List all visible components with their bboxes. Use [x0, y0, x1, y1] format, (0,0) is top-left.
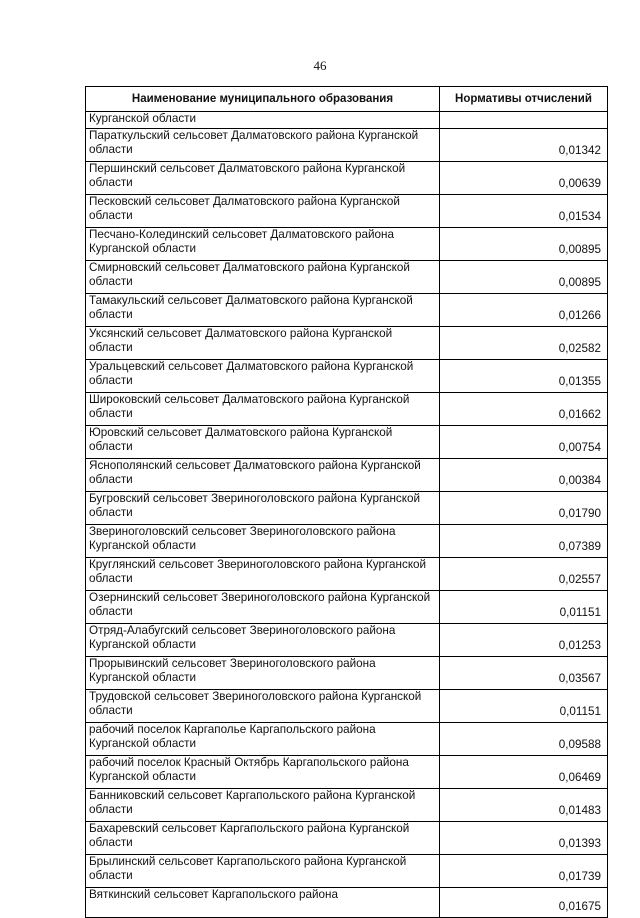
norm-value-cell — [440, 112, 608, 129]
norm-value-cell: 0,01739 — [440, 855, 608, 888]
municipality-name-cell: Бахаревский сельсовет Каргапольского района Курганской области — [86, 822, 440, 855]
table-row — [86, 112, 608, 129]
municipality-name-cell: Звериноголовский сельсовет Звериноголовского района Курганской области — [86, 525, 440, 558]
norm-value-cell: 0,01151 — [440, 591, 608, 624]
municipality-name-cell: Параткульский сельсовет Далматовского района Курганской области — [86, 129, 440, 162]
norm-value-cell: 0,01266 — [440, 294, 608, 327]
norm-value-cell: 0,01790 — [440, 492, 608, 525]
municipality-name-cell: Бугровский сельсовет Звериноголовского района Курганской области — [86, 492, 440, 525]
norm-value-cell: 0,01483 — [440, 789, 608, 822]
norm-value-cell: 0,03567 — [440, 657, 608, 690]
table-row — [86, 426, 608, 459]
norm-value-cell: 0,01342 — [440, 129, 608, 162]
table-row — [86, 756, 608, 789]
municipality-name-cell: Песковский сельсовет Далматовского района Курганской области — [86, 195, 440, 228]
table-row — [86, 327, 608, 360]
norm-value-cell: 0,01534 — [440, 195, 608, 228]
table-row — [86, 129, 608, 162]
municipality-name-cell: Яснополянский сельсовет Далматовского района Курганской области — [86, 459, 440, 492]
norm-value-cell: 0,01253 — [440, 624, 608, 657]
municipality-name-cell: Прорывинский сельсовет Звериноголовского района Курганской области — [86, 657, 440, 690]
municipality-name-cell: Трудовской сельсовет Звериноголовского района Курганской области — [86, 690, 440, 723]
table-row — [86, 723, 608, 756]
municipality-name-cell: Тамакульский сельсовет Далматовского района Курганской области — [86, 294, 440, 327]
municipality-name-cell: рабочий поселок Каргаполье Каргапольского района Курганской области — [86, 723, 440, 756]
municipality-name-cell: Юровский сельсовет Далматовского района Курганской области — [86, 426, 440, 459]
table-row — [86, 459, 608, 492]
table-row — [86, 558, 608, 591]
municipality-name-cell: Уксянский сельсовет Далматовского района Курганской области — [86, 327, 440, 360]
norm-value-cell: 0,01675 — [440, 888, 608, 918]
table-row — [86, 822, 608, 855]
table-row — [86, 855, 608, 888]
table-row — [86, 789, 608, 822]
table-row — [86, 624, 608, 657]
norm-value-cell: 0,06469 — [440, 756, 608, 789]
norm-value-cell: 0,00639 — [440, 162, 608, 195]
municipality-name-cell: Песчано-Колединский сельсовет Далматовского района Курганской области — [86, 228, 440, 261]
table-row — [86, 294, 608, 327]
table-row — [86, 261, 608, 294]
municipality-name-cell: Отряд-Алабугский сельсовет Звериноголовского района Курганской области — [86, 624, 440, 657]
municipality-name-cell: Уральцевский сельсовет Далматовского района Курганской области — [86, 360, 440, 393]
header-municipality: Наименование муниципального образования — [86, 87, 440, 112]
norm-value-cell: 0,00384 — [440, 459, 608, 492]
municipality-name-cell: Курганской области — [86, 112, 440, 129]
norm-value-cell: 0,02557 — [440, 558, 608, 591]
norm-value-cell: 0,00895 — [440, 261, 608, 294]
table-row — [86, 525, 608, 558]
norm-value-cell: 0,07389 — [440, 525, 608, 558]
table-row — [86, 360, 608, 393]
municipality-name-cell: Круглянский сельсовет Звериноголовского района Курганской области — [86, 558, 440, 591]
municipality-name-cell: Банниковский сельсовет Каргапольского района Курганской области — [86, 789, 440, 822]
table-body — [86, 112, 608, 918]
municipality-name-cell: Брылинский сельсовет Каргапольского района Курганской области — [86, 855, 440, 888]
header-norms: Нормативы отчислений — [440, 87, 608, 112]
municipality-name-cell: Озернинский сельсовет Звериноголовского района Курганской области — [86, 591, 440, 624]
table-row — [86, 657, 608, 690]
municipality-name-cell: Широковский сельсовет Далматовского района Курганской области — [86, 393, 440, 426]
municipality-name-cell: рабочий поселок Красный Октябрь Каргапольского района Курганской области — [86, 756, 440, 789]
norm-value-cell: 0,01355 — [440, 360, 608, 393]
norm-value-cell: 0,00895 — [440, 228, 608, 261]
norm-value-cell: 0,01151 — [440, 690, 608, 723]
table-row — [86, 162, 608, 195]
municipality-name-cell: Вяткинский сельсовет Каргапольского района — [86, 888, 440, 918]
municipality-name-cell: Смирновский сельсовет Далматовского района Курганской области — [86, 261, 440, 294]
norm-value-cell: 0,01393 — [440, 822, 608, 855]
norm-value-cell: 0,01662 — [440, 393, 608, 426]
table-row — [86, 393, 608, 426]
page-number: 46 — [313, 58, 327, 73]
table-row — [86, 690, 608, 723]
municipality-name-cell: Першинский сельсовет Далматовского района Курганской области — [86, 162, 440, 195]
norm-value-cell: 0,02582 — [440, 327, 608, 360]
norm-value-cell: 0,00754 — [440, 426, 608, 459]
table-row — [86, 195, 608, 228]
table-row — [86, 492, 608, 525]
norm-value-cell: 0,09588 — [440, 723, 608, 756]
table-header-row — [86, 87, 608, 112]
norms-table — [85, 86, 608, 918]
table-row — [86, 228, 608, 261]
table-row — [86, 888, 608, 918]
table-row — [86, 591, 608, 624]
